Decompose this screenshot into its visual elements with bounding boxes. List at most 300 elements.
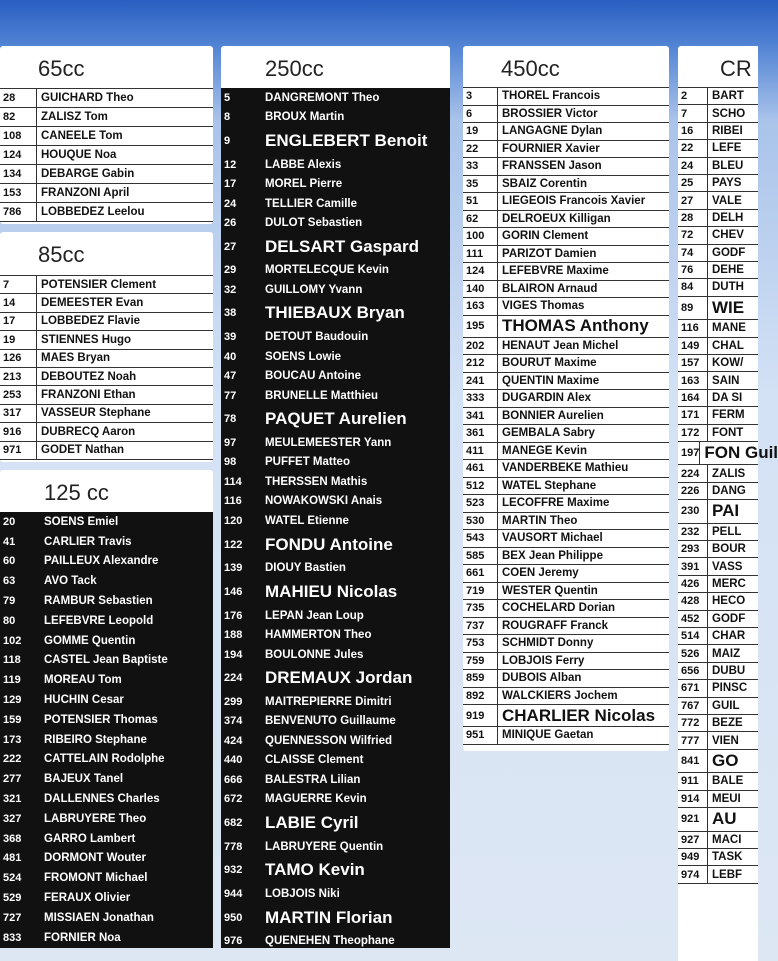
- table-row: [0, 276, 213, 294]
- rider-number: 120: [224, 514, 243, 527]
- rider-number: 24: [224, 197, 237, 210]
- rider-number: 77: [224, 389, 237, 402]
- rider-number: 89: [678, 297, 708, 320]
- rider-number: 6: [463, 106, 498, 123]
- rider-name: POTENSIER Thomas: [44, 713, 158, 726]
- rider-name: CHAR: [712, 630, 746, 643]
- rider-name: MACI: [712, 833, 742, 846]
- rider-number: 672: [224, 793, 243, 806]
- rider-number: 116: [224, 495, 242, 508]
- table-row: [678, 390, 758, 407]
- table-row: [221, 174, 450, 194]
- list-450cc: [463, 87, 669, 745]
- rider-name: VIEN: [712, 734, 739, 747]
- table-row: [678, 698, 758, 715]
- rider-number: 951: [463, 727, 498, 744]
- rider-number: 19: [0, 331, 37, 348]
- rider-name: FROMONT Michael: [44, 872, 148, 885]
- table-row: [678, 645, 758, 662]
- rider-name: SAIN: [712, 374, 740, 387]
- rider-number: 197: [678, 442, 700, 465]
- rider-name: BOURUT Maxime: [502, 357, 597, 370]
- rider-number: 140: [463, 281, 498, 298]
- rider-number: 20: [3, 515, 16, 528]
- rider-name: LIEGEOIS Francois Xavier: [502, 195, 646, 208]
- rider-name: DEMEESTER Evan: [41, 297, 144, 310]
- rider-number: 62: [463, 211, 498, 228]
- table-row: [463, 373, 669, 391]
- rider-name: LEPAN Jean Loup: [265, 609, 364, 622]
- rider-number: 361: [463, 425, 498, 442]
- rider-number: 293: [678, 541, 708, 557]
- rider-name: FRANZONI April: [41, 187, 130, 199]
- table-row: [0, 442, 213, 460]
- rider-name: PAYS: [712, 177, 742, 190]
- table-row: [221, 558, 450, 578]
- rider-number: 719: [463, 583, 498, 600]
- rider-number: 524: [3, 872, 22, 885]
- table-row: [0, 611, 213, 631]
- rider-name: CHARLIER Nicolas: [502, 705, 656, 725]
- rider-name: COCHELARD Dorian: [502, 602, 616, 615]
- rider-number: 481: [3, 852, 22, 865]
- table-row: [678, 210, 758, 227]
- rider-name: BALE: [712, 775, 744, 788]
- rider-number: 122: [224, 538, 243, 551]
- table-row: [678, 483, 758, 500]
- rider-name: PUFFET Matteo: [265, 456, 350, 469]
- rider-name: DALLENNES Charles: [44, 793, 160, 806]
- rider-number: 514: [678, 628, 708, 644]
- rider-name: BLAIRON Arnaud: [502, 282, 598, 295]
- rider-number: 512: [463, 478, 498, 495]
- table-row: [463, 460, 669, 478]
- section-title-450cc: 450cc: [501, 56, 560, 81]
- rider-name: LABRUYERE Theo: [44, 812, 147, 825]
- rider-name: MAIZ: [712, 647, 741, 660]
- rider-number: 27: [678, 192, 708, 208]
- rider-number: 661: [463, 565, 498, 582]
- table-row: [463, 355, 669, 373]
- rider-number: 9: [224, 134, 231, 147]
- table-row: [463, 670, 669, 688]
- table-row: [221, 884, 450, 904]
- rider-name: LEBF: [712, 868, 743, 881]
- rider-name: LOBJOIS Niki: [265, 887, 340, 900]
- rider-number: 950: [224, 911, 243, 924]
- rider-name: DIOUY Bastien: [265, 562, 346, 575]
- rider-name: HUCHIN Cesar: [44, 694, 124, 707]
- rider-name: DUBOIS Alban: [502, 672, 582, 685]
- rider-number: 213: [0, 368, 37, 385]
- rider-number: 124: [463, 263, 498, 280]
- table-row: [678, 245, 758, 262]
- rider-number: 139: [224, 562, 243, 575]
- rider-name: DETOUT Baudouin: [265, 331, 369, 344]
- rider-number: 100: [463, 228, 498, 245]
- rider-name: MOREL Pierre: [265, 178, 343, 191]
- rider-number: 277: [3, 773, 22, 786]
- rider-number: 72: [678, 227, 708, 243]
- rider-number: 84: [678, 279, 708, 295]
- table-row: [678, 227, 758, 244]
- rider-name: TELLIER Camille: [265, 197, 358, 210]
- table-row: [221, 88, 450, 108]
- table-row: [463, 263, 669, 281]
- table-row: [221, 904, 450, 932]
- rider-number: 82: [0, 108, 37, 126]
- rider-number: 111: [463, 246, 498, 263]
- rider-number: 976: [224, 935, 243, 948]
- rider-number: 424: [224, 734, 243, 747]
- rider-name: AU: [712, 809, 737, 829]
- rider-number: 753: [463, 635, 498, 652]
- table-row: [0, 386, 213, 404]
- rider-name: GOMME Quentin: [44, 634, 136, 647]
- table-row: [463, 106, 669, 124]
- table-row: [463, 193, 669, 211]
- rider-name: FERAUX Olivier: [44, 892, 131, 905]
- table-row: [463, 176, 669, 194]
- table-row: [221, 712, 450, 732]
- rider-name: VASSEUR Stephane: [41, 407, 151, 420]
- rider-number: 727: [3, 911, 22, 924]
- rider-number: 921: [678, 808, 708, 831]
- table-row: [0, 532, 213, 552]
- rider-number: 126: [0, 350, 37, 367]
- rider-number: 927: [678, 832, 708, 848]
- rider-number: 22: [463, 141, 498, 158]
- table-row: [221, 625, 450, 645]
- rider-name: GUIL: [712, 699, 740, 712]
- table-row: [678, 192, 758, 209]
- table-row: [0, 769, 213, 789]
- rider-name: VAUSORT Michael: [502, 532, 603, 545]
- rider-number: 391: [678, 558, 708, 574]
- section-title-125cc: 125 cc: [44, 480, 109, 505]
- panel-cr: [678, 46, 778, 961]
- table-row: [0, 868, 213, 888]
- table-row: [463, 705, 669, 727]
- rider-number: 452: [678, 611, 708, 627]
- rider-number: 63: [3, 575, 16, 588]
- table-row: [0, 512, 213, 532]
- table-row: [0, 331, 213, 349]
- rider-name: WESTER Quentin: [502, 584, 598, 597]
- table-row: [678, 773, 758, 790]
- table-row: [678, 338, 758, 355]
- rider-number: 772: [678, 715, 708, 731]
- table-row: [678, 123, 758, 140]
- panel-450cc: [463, 46, 669, 751]
- rider-number: 80: [3, 614, 16, 627]
- rider-name: WIE: [712, 297, 745, 317]
- table-row: [0, 313, 213, 331]
- list-cr: [678, 87, 778, 884]
- panel-65cc: [0, 46, 213, 224]
- table-row: [221, 856, 450, 884]
- table-row: [221, 809, 450, 837]
- rider-number: 735: [463, 600, 498, 617]
- table-row: [678, 558, 758, 575]
- rider-name: DELH: [712, 211, 744, 224]
- rider-name: BRUNELLE Matthieu: [265, 389, 379, 402]
- rider-number: 129: [3, 694, 22, 707]
- rider-number: 911: [678, 773, 708, 789]
- rider-number: 98: [224, 456, 237, 469]
- table-row: [678, 750, 758, 774]
- table-row: [463, 530, 669, 548]
- table-row: [221, 645, 450, 665]
- table-row: [221, 790, 450, 810]
- rider-name: FORNIER Noa: [44, 931, 121, 944]
- table-row: [463, 228, 669, 246]
- rider-number: 116: [678, 320, 708, 336]
- rider-number: 440: [224, 754, 243, 767]
- rider-name: HAMMERTON Theo: [265, 629, 372, 642]
- table-row: [221, 731, 450, 751]
- rider-name: HOUQUE Noa: [41, 149, 117, 161]
- rider-number: 916: [0, 423, 37, 440]
- list-65cc: [0, 88, 213, 222]
- rider-number: 26: [224, 217, 237, 230]
- rider-number: 119: [3, 674, 21, 687]
- rider-name: SCHO: [712, 107, 746, 120]
- rider-name: MAGUERRE Kevin: [265, 793, 367, 806]
- rider-name: BOUCAU Antoine: [265, 370, 362, 383]
- rider-number: 176: [224, 609, 243, 622]
- rider-name: CARLIER Travis: [44, 535, 132, 548]
- table-row: [221, 155, 450, 175]
- table-row: [0, 710, 213, 730]
- rider-number: 102: [3, 634, 22, 647]
- rider-name: GO: [712, 751, 739, 771]
- rider-number: 17: [224, 178, 237, 191]
- table-row: [678, 500, 758, 524]
- rider-number: 428: [678, 593, 708, 609]
- rider-name: VANDERBEKE Mathieu: [502, 462, 629, 475]
- rider-number: 149: [678, 338, 708, 354]
- rider-name: LOBBEDEZ Flavie: [41, 315, 141, 328]
- rider-name: CHEV: [712, 229, 744, 242]
- table-row: [0, 350, 213, 368]
- rider-name: FOURNIER Xavier: [502, 142, 600, 155]
- rider-name: DUGARDIN Alex: [502, 392, 592, 405]
- rider-number: 33: [463, 158, 498, 175]
- rider-name: ZALIS: [712, 467, 746, 480]
- rider-name: DEHE: [712, 264, 744, 277]
- rider-number: 671: [678, 680, 708, 696]
- table-row: [678, 372, 758, 389]
- table-row: [221, 511, 450, 531]
- rider-number: 530: [463, 513, 498, 530]
- rider-name: LECOFFRE Maxime: [502, 497, 610, 510]
- rider-name: TAMO Kevin: [265, 860, 365, 880]
- rider-number: 22: [678, 140, 708, 156]
- rider-name: MAES Bryan: [41, 352, 111, 365]
- table-row: [0, 127, 213, 146]
- rider-name: FONT: [712, 426, 744, 439]
- table-row: [221, 531, 450, 559]
- table-row: [678, 279, 758, 296]
- rider-number: 833: [3, 931, 22, 944]
- rider-number: 7: [678, 105, 708, 121]
- rider-number: 461: [463, 460, 498, 477]
- rider-name: COEN Jeremy: [502, 567, 579, 580]
- rider-name: FRANZONI Ethan: [41, 389, 136, 402]
- rider-name: MANEGE Kevin: [502, 444, 587, 457]
- table-row: [463, 88, 669, 106]
- table-row: [678, 849, 758, 866]
- table-row: [0, 849, 213, 869]
- table-row: [463, 123, 669, 141]
- rider-number: 153: [0, 184, 37, 202]
- rider-name: MARTIN Theo: [502, 514, 578, 527]
- rider-number: 134: [0, 165, 37, 183]
- table-row: [221, 327, 450, 347]
- table-row: [0, 789, 213, 809]
- rider-number: 39: [224, 331, 237, 344]
- table-row: [463, 548, 669, 566]
- table-row: [221, 931, 450, 951]
- rider-name: PAILLEUX Alexandre: [44, 555, 159, 568]
- rider-number: 226: [678, 483, 708, 499]
- rider-name: BART: [712, 90, 744, 103]
- rider-number: 529: [3, 892, 22, 905]
- rider-number: 38: [224, 307, 237, 320]
- rider-number: 29: [224, 264, 237, 277]
- rider-number: 341: [463, 408, 498, 425]
- table-row: [678, 175, 758, 192]
- rider-number: 321: [3, 793, 22, 806]
- rider-number: 212: [463, 355, 498, 372]
- rider-name: CLAISSE Clement: [265, 754, 364, 767]
- table-row: [0, 670, 213, 690]
- rider-name: SCHMIDT Donny: [502, 637, 594, 650]
- rider-number: 157: [678, 355, 708, 371]
- table-row: [0, 829, 213, 849]
- table-row: [0, 730, 213, 750]
- table-row: [221, 453, 450, 473]
- rider-number: 28: [678, 210, 708, 226]
- rider-number: 188: [224, 629, 243, 642]
- table-row: [463, 298, 669, 316]
- table-row: [678, 105, 758, 122]
- rider-name: BROSSIER Victor: [502, 107, 598, 120]
- table-row: [463, 316, 669, 338]
- table-row: [678, 320, 758, 337]
- rider-name: GODF: [712, 612, 746, 625]
- rider-name: DEBOUTEZ Noah: [41, 370, 137, 383]
- rider-number: 974: [678, 866, 708, 882]
- table-row: [678, 680, 758, 697]
- rider-name: BROUX Martin: [265, 111, 345, 124]
- table-row: [0, 165, 213, 184]
- table-row: [463, 478, 669, 496]
- rider-number: 60: [3, 555, 16, 568]
- rider-number: 78: [224, 413, 237, 426]
- rider-name: VALE: [712, 194, 742, 207]
- table-row: [463, 281, 669, 299]
- rider-number: 79: [3, 595, 16, 608]
- rider-number: 16: [678, 123, 708, 139]
- rider-number: 3: [463, 88, 498, 105]
- rider-name: STIENNES Hugo: [41, 333, 132, 346]
- rider-number: 172: [678, 425, 708, 441]
- rider-name: VIGES Thomas: [502, 300, 585, 313]
- section-title-85cc: 85cc: [38, 242, 85, 267]
- rider-name: FONDU Antoine: [265, 534, 393, 554]
- rider-number: 224: [224, 672, 243, 685]
- table-row: [0, 651, 213, 671]
- rider-name: DUBRECQ Aaron: [41, 425, 136, 438]
- table-row: [221, 837, 450, 857]
- rider-number: 374: [224, 715, 243, 728]
- table-row: [0, 89, 213, 108]
- table-row: [0, 108, 213, 127]
- rider-name: FRANSSEN Jason: [502, 160, 602, 173]
- section-title-65cc: 65cc: [38, 56, 85, 81]
- rider-name: DUBU: [712, 665, 746, 678]
- rider-name: MISSIAEN Jonathan: [44, 911, 154, 924]
- rider-number: 32: [224, 283, 237, 296]
- rider-name: CASTEL Jean Baptiste: [44, 654, 168, 667]
- rider-name: ENGLEBERT Benoit: [265, 130, 428, 150]
- rider-name: MORTELECQUE Kevin: [265, 264, 389, 277]
- rider-name: KOW/: [712, 357, 744, 370]
- table-row: [678, 832, 758, 849]
- rider-name: CHAL: [712, 339, 744, 352]
- table-row: [463, 653, 669, 671]
- rider-number: 27: [224, 240, 237, 253]
- table-row: [678, 611, 758, 628]
- rider-number: 124: [0, 146, 37, 164]
- table-row: [463, 158, 669, 176]
- table-row: [678, 628, 758, 645]
- rider-name: WATEL Etienne: [265, 514, 349, 527]
- rider-number: 118: [3, 654, 21, 667]
- table-row: [678, 442, 778, 466]
- rider-number: 759: [463, 653, 498, 670]
- rider-name: RAMBUR Sebastien: [44, 595, 153, 608]
- table-row: [221, 233, 450, 261]
- table-row: [678, 140, 758, 157]
- table-row: [0, 184, 213, 203]
- rider-name: FON Guil: [704, 443, 778, 463]
- panel-85cc: [0, 232, 213, 462]
- rider-number: 737: [463, 618, 498, 635]
- rider-number: 368: [3, 832, 22, 845]
- table-row: [221, 366, 450, 386]
- table-row: [0, 294, 213, 312]
- rider-number: 859: [463, 670, 498, 687]
- table-row: [221, 770, 450, 790]
- rider-name: GARRO Lambert: [44, 832, 136, 845]
- rider-name: SOENS Emiel: [44, 515, 119, 528]
- rider-number: 163: [678, 372, 708, 388]
- table-row: [678, 576, 758, 593]
- rider-number: 944: [224, 887, 243, 900]
- rider-name: BONNIER Aurelien: [502, 409, 604, 422]
- rider-name: GUILLOMY Yvann: [265, 283, 363, 296]
- rider-number: 35: [463, 176, 498, 193]
- table-row: [678, 407, 758, 424]
- rider-number: 171: [678, 407, 708, 423]
- rider-number: 327: [3, 812, 22, 825]
- rider-number: 426: [678, 576, 708, 592]
- table-row: [221, 578, 450, 606]
- rider-number: 892: [463, 688, 498, 705]
